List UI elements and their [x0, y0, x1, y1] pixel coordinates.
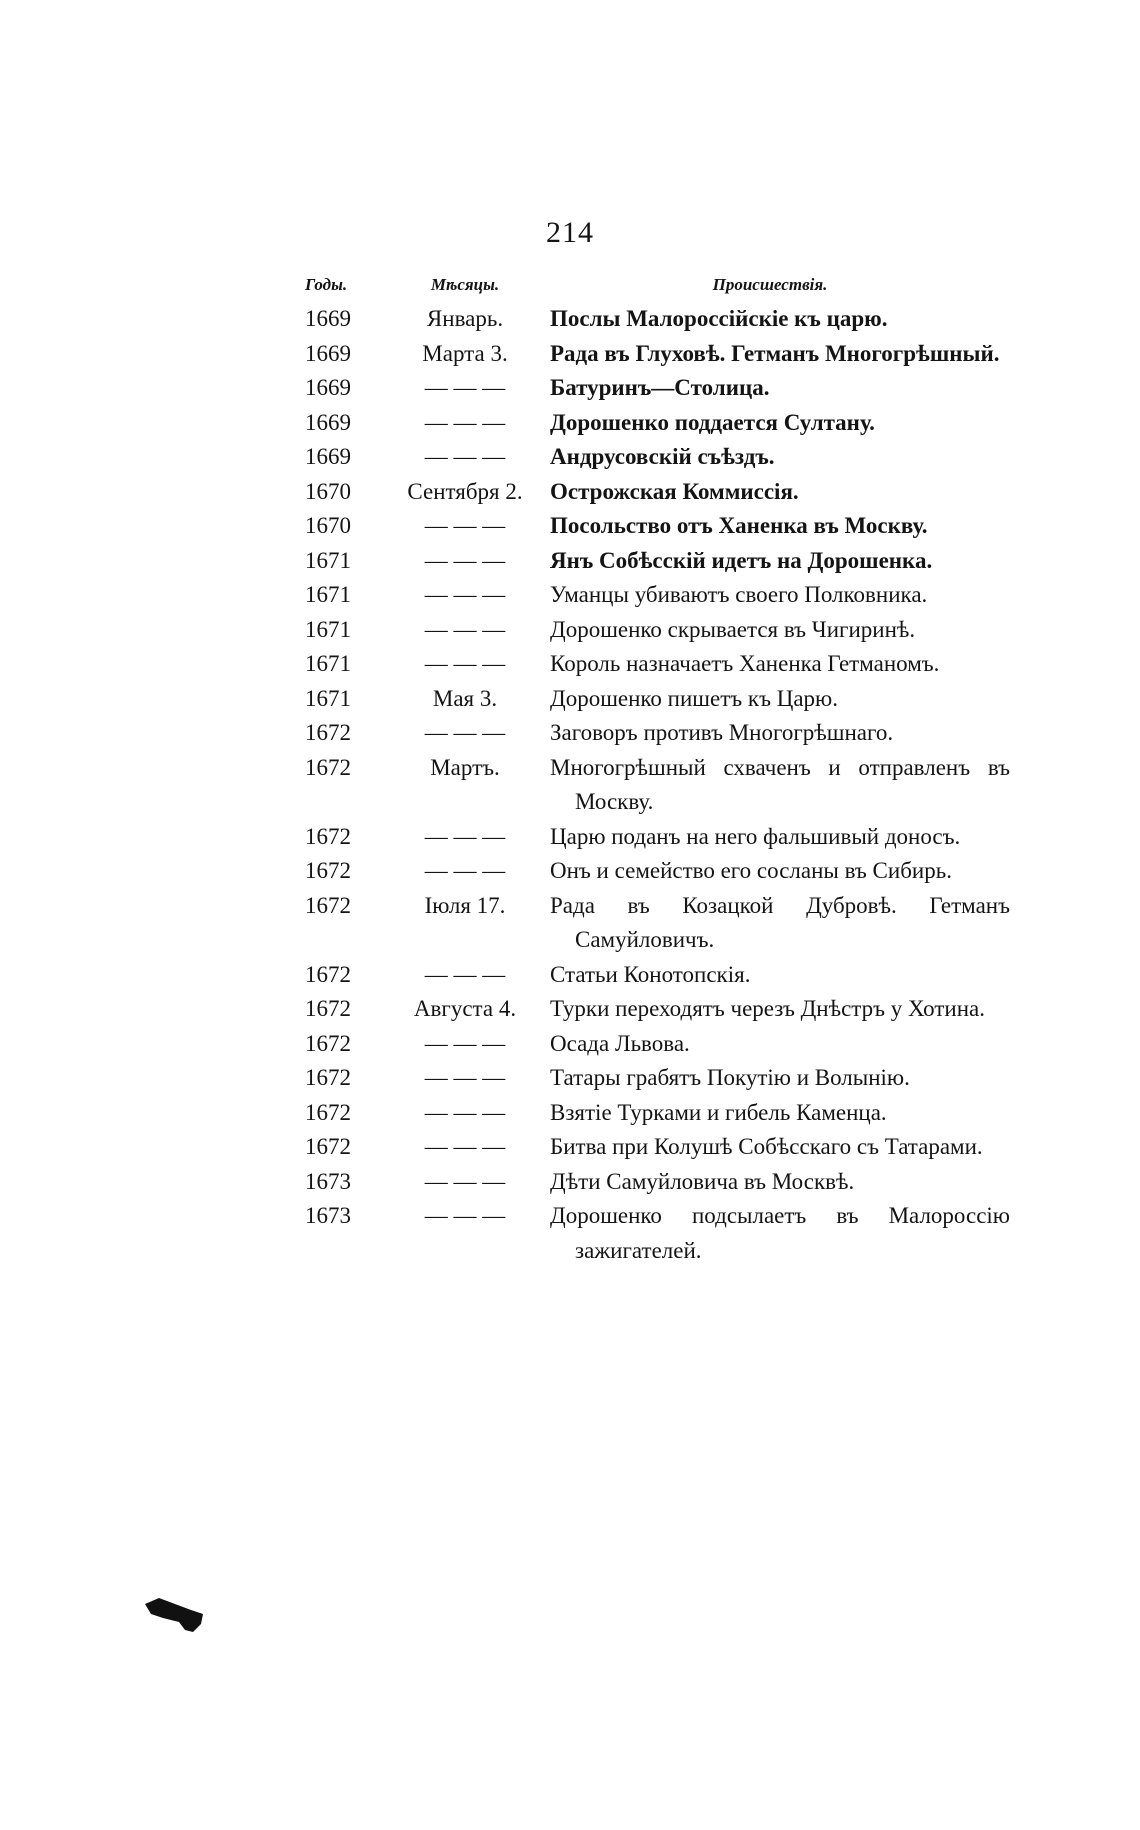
row-year: 1672: [305, 858, 351, 883]
table-row: [305, 820, 1010, 855]
row-event: Дорошенко подсылаетъ въ Малороссію зажигателей.: [550, 1203, 1010, 1263]
row-event: Андрусовскій съѣздъ.: [550, 444, 775, 469]
table-row: [305, 544, 1010, 579]
row-year: 1672: [305, 996, 351, 1021]
table-row: [305, 302, 1010, 337]
row-month: — — —: [424, 1203, 506, 1228]
row-event: Дѣти Самуйловича въ Москвѣ.: [550, 1168, 855, 1194]
row-year: 1669: [305, 375, 351, 400]
row-month: — — —: [424, 444, 506, 469]
row-month: Іюля 17.: [424, 892, 506, 918]
row-event: Янъ Собѣсскій идетъ на Дорошенка.: [550, 547, 933, 573]
row-year: 1672: [305, 1134, 351, 1159]
table-row: [305, 337, 1010, 372]
row-month: — — —: [424, 616, 506, 642]
table-row: [305, 1130, 1010, 1165]
table-row: [305, 992, 1010, 1027]
row-month: — — —: [424, 1134, 506, 1159]
row-event: Рада въ Глуховѣ. Гетманъ Многогрѣшный.: [550, 340, 1000, 366]
row-year: 1671: [305, 547, 351, 573]
row-month: Мая 3.: [432, 685, 498, 711]
row-year: 1670: [305, 513, 351, 538]
row-month: — — —: [424, 582, 506, 607]
row-year: 1672: [305, 754, 351, 780]
row-month: — — —: [424, 823, 506, 849]
row-event: Многогрѣшный схваченъ и отправленъ въ Москву.: [550, 754, 1010, 814]
table-row: [305, 406, 1010, 441]
row-event: Татары грабятъ Покутію и Волынію.: [550, 1065, 910, 1090]
row-event: Рада въ Козацкой Дубровѣ. Гетманъ Самуйловичъ.: [550, 892, 1010, 952]
row-month: — — —: [424, 961, 506, 987]
row-year: 1671: [305, 616, 351, 642]
row-month: — — —: [424, 720, 506, 745]
row-month: — — —: [424, 1168, 506, 1194]
row-event: Битва при Колушѣ Собѣсскаго съ Татарами.: [550, 1134, 983, 1159]
row-month: Августа 4.: [413, 996, 517, 1021]
row-month: — — —: [424, 858, 506, 883]
row-event: Дорошенко пишетъ къ Царю.: [550, 685, 838, 711]
table-row: [305, 440, 1010, 475]
row-month: — — —: [424, 547, 506, 573]
row-month: — — —: [424, 1065, 506, 1090]
row-event: Посольство отъ Ханенка въ Москву.: [550, 513, 928, 538]
row-event: Турки переходятъ черезъ Днѣстръ у Хотина.: [550, 996, 986, 1021]
row-year: 1672: [305, 823, 351, 849]
chronicle-table: [305, 276, 1010, 1268]
row-month: Сентября 2.: [407, 478, 523, 504]
header-event: Происшествія.: [712, 275, 828, 294]
row-year: 1669: [305, 340, 351, 366]
header-year: Годы.: [305, 275, 348, 294]
row-month: Марта 3.: [422, 340, 508, 366]
row-year: 1670: [305, 478, 351, 504]
row-year: 1673: [305, 1203, 351, 1228]
row-event: Батуринъ—Столица.: [550, 375, 770, 400]
table-row: [305, 1199, 1010, 1268]
row-event: Взятіе Турками и гибель Каменца.: [550, 1099, 887, 1125]
row-month: — — —: [424, 409, 506, 435]
row-year: 1669: [305, 306, 351, 331]
row-event: Дорошенко скрывается въ Чигиринѣ.: [550, 616, 916, 642]
row-event: Статьи Конотопскія.: [550, 961, 751, 987]
row-event: Острожская Коммиссія.: [550, 478, 799, 504]
row-year: 1672: [305, 892, 351, 918]
table-row: [305, 1165, 1010, 1200]
row-year: 1671: [305, 651, 351, 676]
row-event: Послы Малороссійскіе къ царю.: [550, 306, 888, 331]
row-year: 1669: [305, 409, 351, 435]
table-row: [305, 578, 1010, 613]
table-row: [305, 682, 1010, 717]
row-year: 1672: [305, 720, 351, 745]
row-event: Осада Львова.: [550, 1030, 690, 1056]
table-row: [305, 1027, 1010, 1062]
table-row: [305, 854, 1010, 889]
row-year: 1672: [305, 961, 351, 987]
table-row: [305, 1096, 1010, 1131]
row-month: — — —: [424, 1030, 506, 1056]
table-row: [305, 958, 1010, 993]
table-row: [305, 889, 1010, 958]
row-year: 1673: [305, 1168, 351, 1194]
table-row: [305, 509, 1010, 544]
row-year: 1672: [305, 1030, 351, 1056]
row-event: Король назначаетъ Ханенка Гетманомъ.: [550, 651, 940, 676]
row-month: — — —: [424, 513, 506, 538]
row-event: Уманцы убиваютъ своего Полковника.: [550, 582, 928, 607]
row-month: — — —: [424, 1099, 506, 1125]
table-row: [305, 613, 1010, 648]
row-event: Дорошенко поддается Султану.: [550, 409, 875, 435]
table-header-row: [305, 276, 1010, 302]
row-event: Царю поданъ на него фальшивый доносъ.: [550, 823, 961, 849]
table-row: [305, 1061, 1010, 1096]
row-month: — — —: [424, 375, 506, 400]
table-row: [305, 716, 1010, 751]
row-year: 1672: [305, 1099, 351, 1125]
table-row: [305, 371, 1010, 406]
row-event: Заговоръ противъ Многогрѣшнаго.: [550, 720, 894, 745]
row-year: 1669: [305, 444, 351, 469]
table-row: [305, 475, 1010, 510]
page-number: 214: [546, 216, 594, 249]
ink-blot-mark: [145, 1598, 203, 1632]
row-month: Январь.: [426, 306, 504, 331]
row-event: Онъ и семейство его сосланы въ Сибирь.: [550, 858, 952, 883]
row-month: — — —: [424, 651, 506, 676]
row-year: 1672: [305, 1065, 351, 1090]
table-row: [305, 647, 1010, 682]
row-year: 1671: [305, 685, 351, 711]
row-year: 1671: [305, 582, 351, 607]
row-month: Мартъ.: [430, 754, 500, 780]
header-month: Мѣсяцы.: [430, 275, 500, 294]
table-row: [305, 751, 1010, 820]
